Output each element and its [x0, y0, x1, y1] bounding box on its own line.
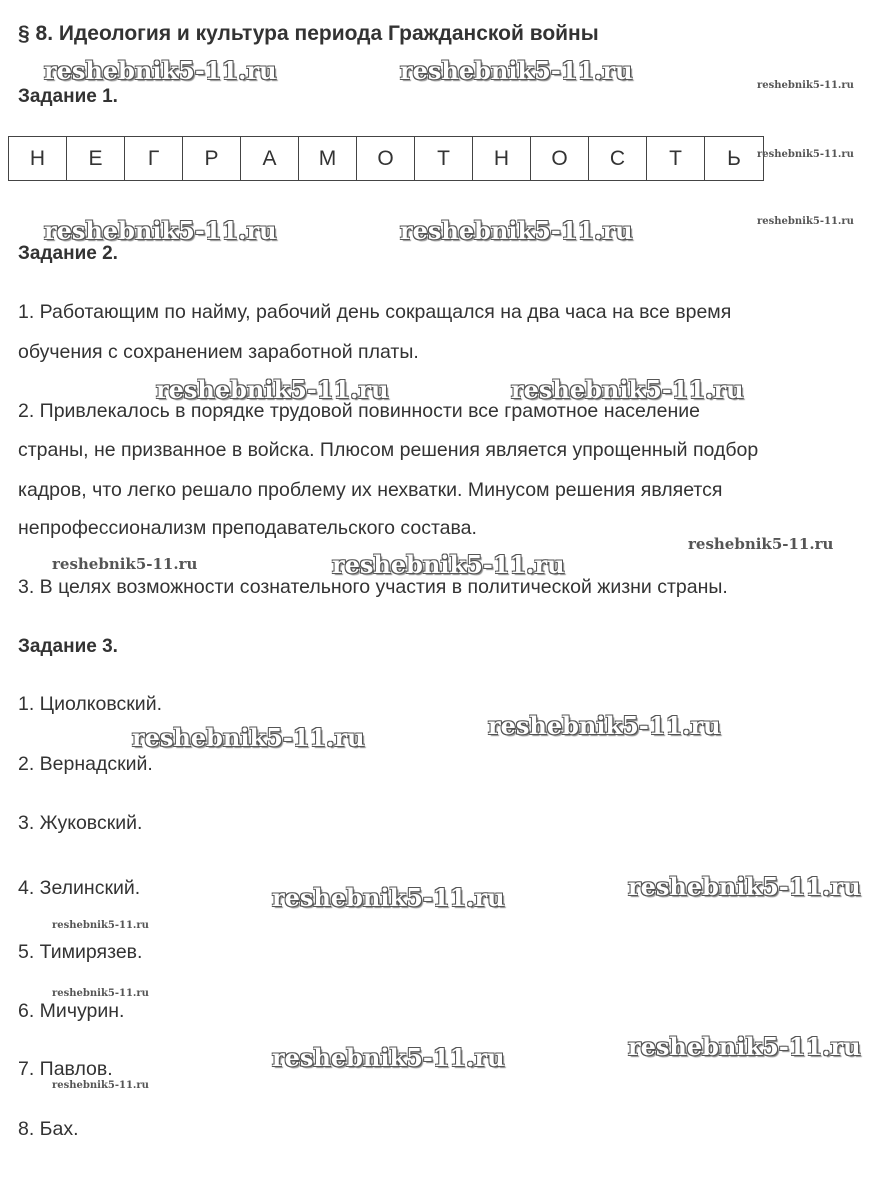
answer-line: 2. Привлекалось в порядке трудовой повинности все грамотное население	[18, 400, 700, 422]
watermark: reshebnik5-11.ru	[156, 375, 389, 404]
answer-line: обучения с сохранением заработной платы.	[18, 341, 419, 363]
list-item: 6. Мичурин.	[18, 1000, 125, 1022]
answer-line: 3. В целях возможности сознательного участия в политической жизни страны.	[18, 576, 728, 598]
crossword-cell: С	[589, 137, 647, 180]
task1-heading: Задание 1.	[18, 86, 118, 107]
watermark-small: reshebnik5-11.ru	[757, 80, 854, 91]
task3-heading: Задание 3.	[18, 636, 118, 657]
crossword-cell: Р	[183, 137, 241, 180]
watermark-small: reshebnik5-11.ru	[757, 149, 854, 160]
watermark: reshebnik5-11.ru	[272, 1043, 505, 1072]
list-item: 8. Бах.	[18, 1118, 79, 1140]
crossword-cell: Н	[9, 137, 67, 180]
crossword-answer	[8, 136, 764, 181]
watermark: reshebnik5-11.ru	[44, 56, 277, 85]
page-title: § 8. Идеология и культура периода Гражданской войны	[18, 22, 599, 45]
watermark: reshebnik5-11.ru	[628, 872, 861, 901]
watermark: reshebnik5-11.ru	[511, 375, 744, 404]
crossword-cell: Е	[67, 137, 125, 180]
answer-line: кадров, что легко решало проблему их нехватки. Минусом решения является	[18, 479, 723, 501]
watermark-small: reshebnik5-11.ru	[757, 216, 854, 227]
watermark: reshebnik5-11.ru	[44, 216, 277, 245]
crossword-cell: О	[357, 137, 415, 180]
watermark: reshebnik5-11.ru	[488, 711, 721, 740]
watermark-small: reshebnik5-11.ru	[52, 988, 149, 999]
list-item: 2. Вернадский.	[18, 753, 153, 775]
watermark: reshebnik5-11.ru	[332, 550, 565, 579]
watermark-small: reshebnik5-11.ru	[52, 920, 149, 931]
crossword-cell: Т	[647, 137, 705, 180]
answer-line: 1. Работающим по найму, рабочий день сокращался на два часа на все время	[18, 301, 732, 323]
crossword-cell: М	[299, 137, 357, 180]
crossword-cell: Г	[125, 137, 183, 180]
crossword-cell: Н	[473, 137, 531, 180]
crossword-cell: Ь	[727, 146, 741, 170]
crossword-cell: А	[241, 137, 299, 180]
list-item: 5. Тимирязев.	[18, 941, 143, 963]
task2-heading: Задание 2.	[18, 243, 118, 264]
crossword-cell: О	[531, 137, 589, 180]
watermark-small: reshebnik5-11.ru	[52, 1080, 149, 1091]
watermark: reshebnik5-11.ru	[400, 216, 633, 245]
watermark-medium: reshebnik5-11.ru	[52, 555, 198, 573]
answer-line: страны, не призванное в войска. Плюсом решения является упрощенный подбор	[18, 439, 759, 461]
watermark: reshebnik5-11.ru	[400, 56, 633, 85]
list-item: 3. Жуковский.	[18, 812, 143, 834]
watermark: reshebnik5-11.ru	[132, 723, 365, 752]
list-item: 1. Циолковский.	[18, 693, 163, 715]
list-item: 4. Зелинский.	[18, 877, 141, 899]
watermark: reshebnik5-11.ru	[272, 883, 505, 912]
answer-line: непрофессионализм преподавательского состава.	[18, 517, 477, 539]
crossword-cell: Т	[415, 137, 473, 180]
watermark-medium: reshebnik5-11.ru	[688, 535, 834, 553]
list-item: 7. Павлов.	[18, 1058, 113, 1080]
watermark: reshebnik5-11.ru	[628, 1032, 861, 1061]
